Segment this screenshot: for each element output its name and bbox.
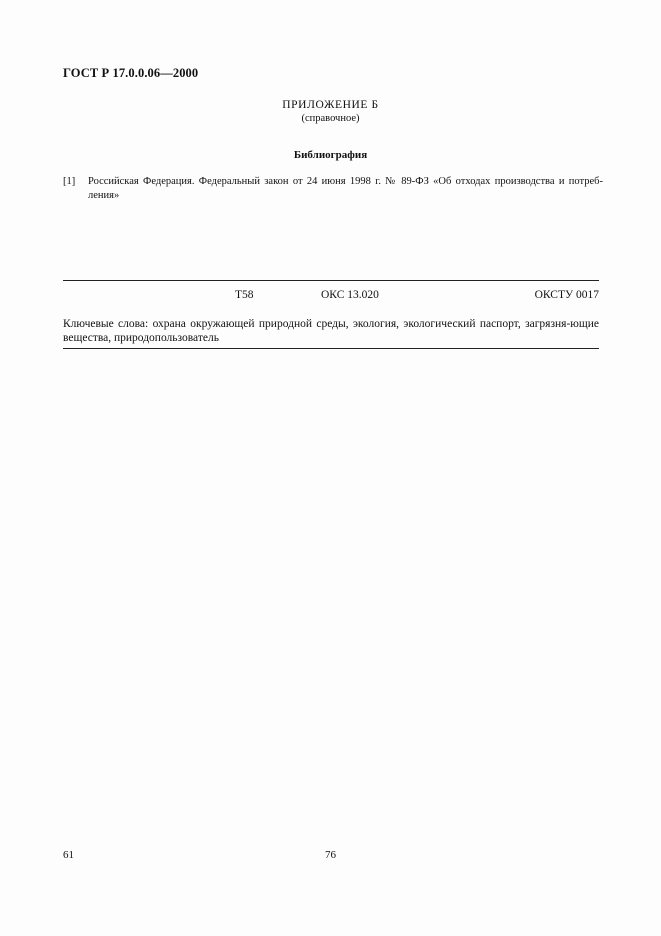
bibliography-entry-number: [1]	[63, 176, 76, 187]
appendix-subtitle: (справочное)	[301, 113, 360, 124]
page-number: 76	[325, 849, 336, 861]
bibliography-entry	[63, 175, 603, 203]
keywords-paragraph: Ключевые слова: охрана окружающей природной среды, экология, экологический паспорт, загрязня-ющие вещества, природопользователь	[63, 318, 599, 344]
t-code: Т58	[235, 289, 254, 301]
bibliography-heading: Библиография	[293, 149, 368, 161]
standard-code-header: ГОСТ Р 17.0.0.06—2000	[63, 66, 199, 80]
bibliography-entry-text: Российская Федерация. Федеральный закон от 24 июня 1998 г. № 89-ФЗ «Об отходах производства и потреб-ления»	[88, 176, 603, 201]
appendix-title: ПРИЛОЖЕНИЕ Б	[282, 99, 379, 111]
oks-code: ОКС 13.020	[321, 289, 379, 301]
bottom-divider	[63, 348, 599, 349]
okstu-code: ОКСТУ 0017	[534, 289, 599, 301]
footer-left-number: 61	[63, 849, 74, 861]
top-divider	[63, 280, 599, 281]
classification-codes-row	[63, 289, 599, 305]
